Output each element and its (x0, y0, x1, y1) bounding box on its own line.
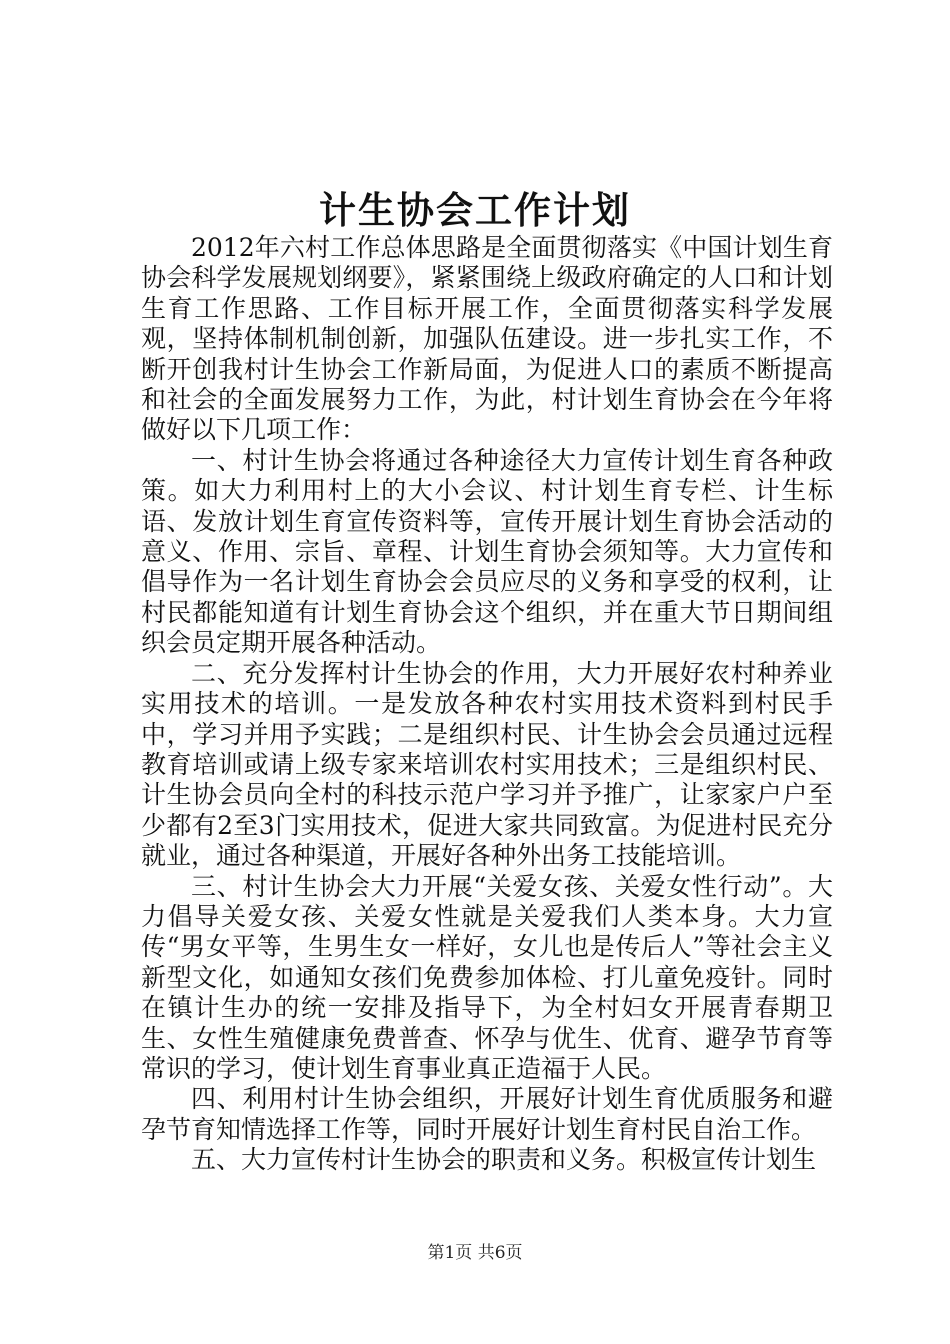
paragraph-item-3: 三、村计生协会大力开展“关爱女孩、关爱女性行动”。大力倡导关爱女孩、关爱女性就是关爱我们人类本身。大力宣传“男女平等，生男生女一样好，女儿也是传后人”等社会主义新型文化，如通知女孩们免费参加体检、打儿童免疫针。同时在镇计生办的统一安排及指导下，为全村妇女开展青春期卫生、女性生殖健康免费普查、怀孕与优生、优育、避孕节育等常识的学习，使计划生育事业真正造福于人民。 (141, 871, 833, 1083)
document-body (141, 233, 833, 1176)
page-number-footer: 第1页 共6页 (427, 1243, 523, 1263)
paragraph-item-1: 一、村计生协会将通过各种途径大力宣传计划生育各种政策。如大力利用村上的大小会议、村计划生育专栏、计生标语、发放计划生育宣传资料等，宣传开展计划生育协会活动的意义、作用、宗旨、章程、计划生育协会须知等。大力宣传和倡导作为一名计划生育协会会员应尽的义务和享受的权利，让村民都能知道有计划生育协会这个组织，并在重大节日期间组织会员定期开展各种活动。 (141, 445, 833, 658)
paragraph-item-5: 五、大力宣传村计生协会的职责和义务。积极宣传计划生 (191, 1145, 817, 1175)
paragraph-item-2: 二、充分发挥村计生协会的作用，大力开展好农村种养业实用技术的培训。一是发放各种农村实用技术资料到村民手中，学习并用予实践；二是组织村民、计生协会会员通过远程教育培训或请上级专家来培训农村实用技术；三是组织村民、计生协会员向全村的科技示范户学习并予推广，让家家户户至少都有2至3门实用技术，促进大家共同致富。为促进村民充分就业，通过各种渠道，开展好各种外出务工技能培训。 (141, 658, 833, 871)
paragraph-item-4: 四、利用村计生协会组织，开展好计划生育优质服务和避孕节育知情选择工作等，同时开展好计划生育村民自治工作。 (141, 1084, 833, 1144)
paragraph-intro: 2012年六村工作总体思路是全面贯彻落实《中国计划生育协会科学发展规划纲要》，紧紧围绕上级政府确定的人口和计划生育工作思路、工作目标开展工作，全面贯彻落实科学发展观，坚持体制机制创新，加强队伍建设。进一步扎实工作，不断开创我村计生协会工作新局面，为促进人口的素质不断提高和社会的全面发展努力工作，为此，村计划生育协会在今年将做好以下几项工作： (141, 233, 833, 445)
document-title: 计生协会工作计划 (319, 188, 631, 232)
